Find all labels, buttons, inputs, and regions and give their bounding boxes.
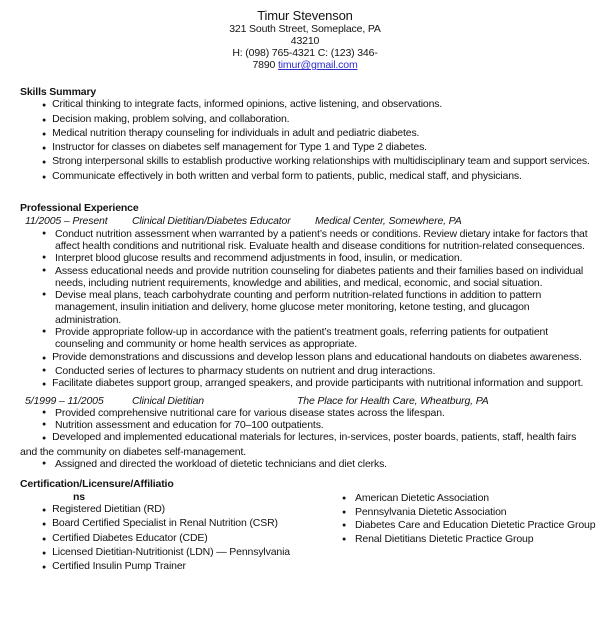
- address-line-2: 43210: [290, 35, 320, 47]
- skill-item: ● Strong interpersonal skills to establish productive working relationships with multidisciplinary team and support services.: [20, 155, 590, 169]
- experience-section: [20, 202, 590, 470]
- job-2-title: Clinical Dietitian: [132, 394, 204, 407]
- certification-item: ● Licensed Dietitian-Nutritionist (LDN) — Pennsylvania: [20, 546, 300, 560]
- job-duty-item: ● Provided comprehensive nutritional care for various disease states across the lifespan.: [20, 407, 590, 419]
- job-1-meta: [20, 215, 590, 227]
- address-line-1: 321 South Street, Someplace, PA: [229, 23, 381, 35]
- skills-list: [20, 98, 590, 184]
- affiliations-right-column: [300, 478, 595, 546]
- skill-item: ● Instructor for classes on diabetes self management for Type 1 and Type 2 diabetes.: [20, 141, 590, 155]
- person-name: Timur Stevenson: [257, 8, 353, 23]
- contact-line-2: [20, 59, 590, 71]
- job-duty-item: ● Conducted series of lectures to pharmacy students on nutrient and drug interactions.: [20, 365, 590, 377]
- job-duty-item: ● Interpret blood glucose results and recommend adjustments in food, insulin, or medication.: [20, 252, 590, 264]
- affiliation-item: ● American Dietetic Association: [320, 492, 595, 506]
- job-2-duties-list: [20, 407, 590, 470]
- affiliation-item: ● Renal Dietitians Dietetic Practice Group: [320, 533, 595, 547]
- job-duty-item: ● Provide demonstrations and discussions and develop lesson plans and educational handouts on diabetes awareness.: [20, 351, 590, 365]
- certifications-columns: [20, 478, 596, 574]
- certification-item: ● Certified Insulin Pump Trainer: [20, 560, 300, 574]
- job-1-location: Medical Center, Somewhere, PA: [315, 215, 462, 228]
- certifications-list: [20, 503, 300, 574]
- job-duty-item: ● Nutrition assessment and education for 70–100 outpatients.: [20, 419, 590, 431]
- resume-header: [20, 8, 590, 71]
- email-link[interactable]: timur@gmail.com: [277, 59, 358, 71]
- affiliations-list: [320, 492, 595, 546]
- certification-item: ● Board Certified Specialist in Renal Nutrition (CSR): [20, 517, 300, 531]
- job-1-duties-list: [20, 228, 590, 392]
- certification-item: ● Registered Dietitian (RD): [20, 503, 300, 517]
- job-1-title: Clinical Dietitian/Diabetes Educator: [132, 215, 291, 228]
- skill-item: ● Decision making, problem solving, and collaboration.: [20, 113, 590, 127]
- certifications-heading-line-2: ns: [73, 490, 85, 503]
- affiliation-item: ● Diabetes Care and Education Dietetic Practice Group: [320, 519, 595, 533]
- skills-heading: Skills Summary: [20, 86, 97, 98]
- skills-section: [20, 86, 590, 184]
- job-duty-item: ● Assigned and directed the workload of dietetic technicians and diet clerks.: [20, 458, 590, 470]
- job-duty-item: ● Facilitate diabetes support group, arranged speakers, and provide participants with nutritional information and support.: [20, 377, 590, 391]
- certifications-heading-line-1: Certification/Licensure/Affiliatio: [20, 478, 174, 491]
- job-2-meta: [20, 395, 590, 407]
- skill-item: ● Critical thinking to integrate facts, informed opinions, active listening, and observations.: [20, 98, 590, 112]
- job-duty-item: ● Conduct nutrition assessment when warranted by a patient’s needs or conditions. Review dietary intake for factors that affect health conditions and nutritional risk. Evaluate health and disease conditions for nutrition-related consequences.: [20, 228, 590, 253]
- skill-item: ● Medical nutrition therapy counseling for individuals in adult and pediatric diabetes.: [20, 127, 590, 141]
- job-duty-item: ● Devise meal plans, teach carbohydrate counting and perform nutrition-related functions in addition to pattern management, insulin initiation and delivery, home glucose meter monitoring, ketone testing, and glucagon administration.: [20, 289, 590, 326]
- certifications-section: [20, 478, 596, 574]
- skill-item: ● Communicate effectively in both written and verbal form to patients, public, medical staff, and physicians.: [20, 170, 590, 184]
- contact-line-1: H: (098) 765-4321 C: (123) 346-: [232, 47, 378, 59]
- certifications-left-column: [20, 478, 300, 574]
- affiliation-item: ● Pennsylvania Dietetic Association: [320, 506, 595, 520]
- certification-item: ● Certified Diabetes Educator (CDE): [20, 532, 300, 546]
- contact-line-2-prefix: 7890: [252, 59, 278, 71]
- job-duty-item: ● Provide appropriate follow-up in accordance with the patient’s treatment goals, referring patients for outpatient counseling and community or home health services as appropriate.: [20, 326, 590, 351]
- job-2-dates: 5/1999 – 11/2005: [25, 394, 104, 407]
- job-duty-item: ● Developed and implemented educational materials for lectures, in-services, poster boards, patients, staff, health fairs and the community on diabetes self-management.: [20, 431, 590, 458]
- job-duty-item: ● Assess educational needs and provide nutrition counseling for diabetes patients and their families based on individual needs, including nutrient requirements, knowledge and abilities, and medical, economic, and social situation.: [20, 265, 590, 290]
- experience-heading: Professional Experience: [20, 202, 139, 215]
- job-1-dates: 11/2005 – Present: [25, 215, 108, 228]
- job-2-location: The Place for Health Care, Wheatburg, PA: [297, 394, 489, 407]
